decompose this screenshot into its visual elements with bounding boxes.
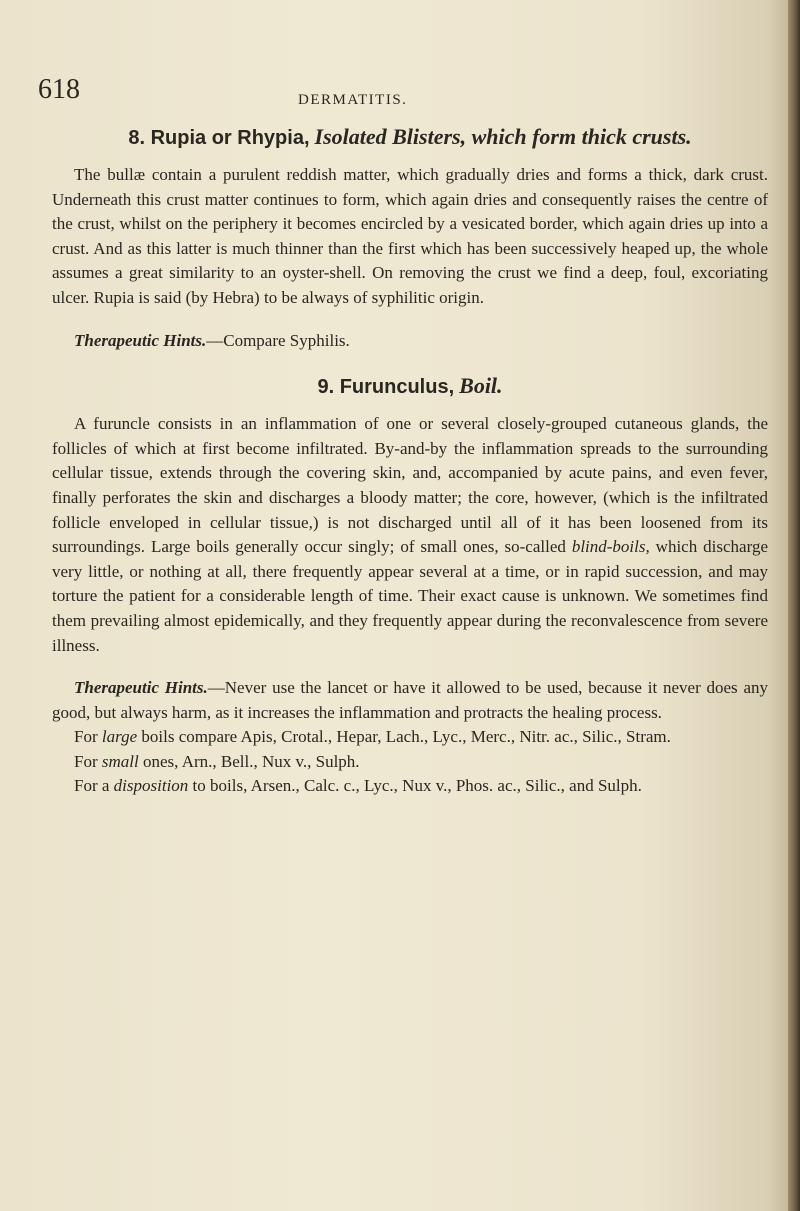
remedies-large-pre: For xyxy=(74,727,102,747)
section-9-title-italic: Boil. xyxy=(459,373,503,399)
remedies-disposition xyxy=(52,774,768,799)
section-8-title-italic: Isolated Blisters, which form thick crusts. xyxy=(314,124,692,149)
remedies-small-italic: small xyxy=(101,751,139,771)
section-9-hints-label: Therapeutic Hints. xyxy=(74,678,208,698)
section-8-title-lead: 8. Rupia or Rhypia, xyxy=(128,127,310,149)
section-9-body-part1: A furuncle consists in an inflammation of one or several closely-grouped cutaneous glands, the follicles of which at first become infiltrated. By-and-by the inflammation spreads to the surrounding cellular tissue, extends through the covering skin, and, accompanied by acute pains, and even fever, finally perforates the skin and discharges a bloody matter; the core, however, (which is the infiltrated follicle enveloped in cellular tissue,) is not discharged until all of it has been loosened from its surroundings. Large boils generally occur singly; of small ones, so-called xyxy=(52,414,768,557)
remedies-small-post: ones, Arn., Bell., Nux v., Sulph. xyxy=(138,751,360,771)
section-9-hints xyxy=(52,676,768,725)
section-9-body-italic: blind-boils, xyxy=(571,537,650,557)
page-number: 618 xyxy=(38,74,80,105)
section-9-body xyxy=(52,412,768,658)
remedies-large-italic: large xyxy=(101,727,138,747)
section-9-title-lead: 9. Furunculus, xyxy=(317,376,455,399)
page-spine-shadow xyxy=(788,0,800,1211)
section-8-title xyxy=(52,122,768,153)
section-8-hints xyxy=(52,329,768,354)
remedies-disp-pre: For a xyxy=(74,776,114,796)
section-8-hints-text: —Compare Syphilis. xyxy=(206,330,350,350)
page-body xyxy=(52,122,768,799)
remedies-small-boils xyxy=(52,750,768,775)
section-9-hints-text: —Never use the lancet or have it allowed to be used, because it never does any good, but always harm, as it increases the inflammation and protracts the healing process. xyxy=(52,678,769,722)
remedies-small-pre: For xyxy=(74,751,102,771)
running-head: DERMATITIS. xyxy=(298,92,408,108)
remedies-large-boils xyxy=(52,725,768,750)
remedies-large-post: boils compare Apis, Crotal., Hepar, Lach., Lyc., Merc., Nitr. ac., Silic., Stram. xyxy=(137,727,671,747)
section-8-hints-label: Therapeutic Hints. xyxy=(74,330,207,350)
section-9-body-part2: which discharge very little, or nothing at all, there frequently appear several at a time, or in rapid succession, and may torture the patient for a considerable length of time. Their exact cause is unknown. We sometimes find them prevailing almost epidemically, and they frequently appear during the reconvalescence from severe illness. xyxy=(52,537,768,655)
remedies-disp-italic: disposition xyxy=(113,776,189,796)
section-8-body: The bullæ contain a purulent reddish matter, which gradually dries and forms a thick, dark crust. Underneath this crust matter continues to form, which again dries and consequently raises the centre of the crust, whilst on the periphery it becomes encircled by a vesicated border, which again dries up into a crust. And as this latter is much thinner than the first which has been successively heaped up, the whole assumes a great similarity to an oyster-shell. On removing the crust we find a deep, foul, excoriating ulcer. Rupia is said (by Hebra) to be always of syphilitic origin. xyxy=(52,165,768,307)
page-header xyxy=(0,74,800,114)
section-9-title xyxy=(52,371,768,402)
remedies-disp-post: to boils, Arsen., Calc. c., Lyc., Nux v., Phos. ac., Silic., and Sulph. xyxy=(188,776,642,796)
